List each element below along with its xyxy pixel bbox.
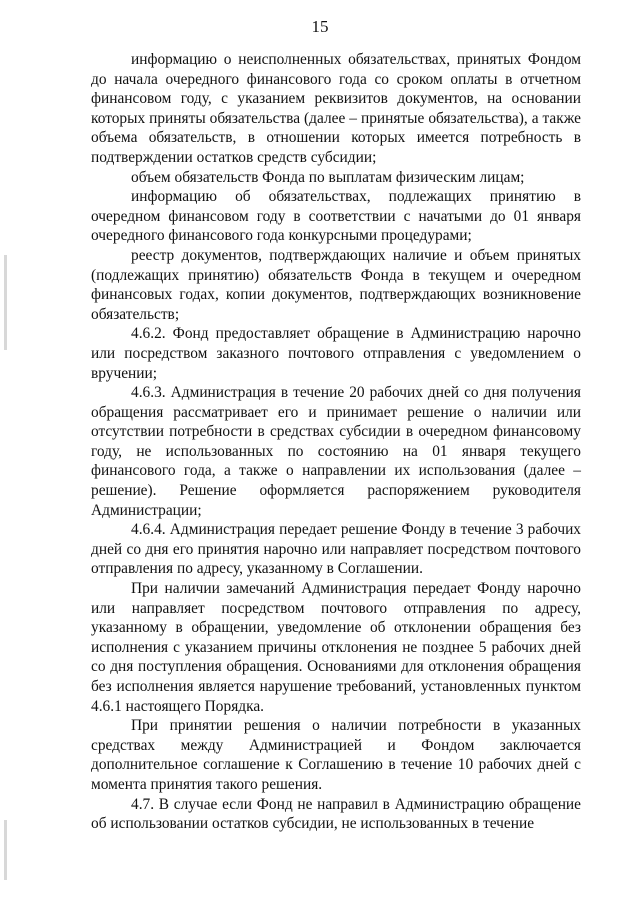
page-number: 15 — [311, 17, 329, 36]
paragraph: 4.6.4. Администрация передает решение Фонду в течение 3 рабочих дней со дня его принятия нарочно или направляет посредством почтового отправления по адресу, указанному в Соглашении. — [91, 521, 581, 578]
paragraph: реестр документов, подтверждающих наличие и объем принятых (подлежащих принятию) обязательств Фонда в текущем и очередном финансовых годах, копии документов, подтверждающих возникновение обязательств; — [91, 246, 581, 323]
scan-edge-mark — [4, 820, 7, 880]
scan-edge-mark — [4, 255, 7, 350]
paragraph: 4.6.2. Фонд предоставляет обращение в Администрацию нарочно или посредством заказного почтового отправления с уведомлением о вручении; — [91, 325, 581, 382]
paragraph: При принятии решения о наличии потребности в указанных средствах между Администрацией и Фондом заключается дополнительное соглашение к Соглашению в течение 10 рабочих дней с момента принятия такого решения. — [91, 717, 581, 793]
paragraph: информацию о неисполненных обязательствах, принятых Фондом до начала очередного финансового года со сроком оплаты в отчетном финансовом году, с указанием реквизитов документов, на основании которых приняты обязательства (далее – принятые обязательства), а также объема обязательств, в отношении которых имеется потребность в подтверждении остатков средств субсидии; — [91, 51, 581, 166]
paragraph: При наличии замечаний Администрация передает Фонду нарочно или направляет посредством почтового отправления по адресу, указанному в обращении, уведомление об отклонении обращения без исполнения с указанием причины отклонения не позднее 5 рабочих дней со дня поступления обращения. Основаниями для отклонения обращения без исполнения является нарушение требований, установленных пунктом 4.6.1 настоящего Порядка. — [91, 580, 581, 715]
paragraph: 4.7. В случае если Фонд не направил в Администрацию обращение об использовании остатков субсидии, не использованных в течение — [91, 795, 581, 833]
paragraph: информацию об обязательствах, подлежащих принятию в очередном финансовом году в соответствии с начатыми до 01 января очередного финансового года конкурсными процедурами; — [91, 188, 581, 245]
paragraph: объем обязательств Фонда по выплатам физическим лицам; — [131, 168, 525, 186]
document-body — [91, 50, 581, 834]
paragraph: 4.6.3. Администрация в течение 20 рабочих дней со дня получения обращения рассматривает его и принимает решение о наличии или отсутствии потребности в средствах субсидии в очередном финансовому году, не использованных по состоянию на 01 января текущего финансового года, а также о направлении их использования (далее – решение). Решение оформляется распоряжением руководителя Администрации; — [91, 384, 581, 519]
